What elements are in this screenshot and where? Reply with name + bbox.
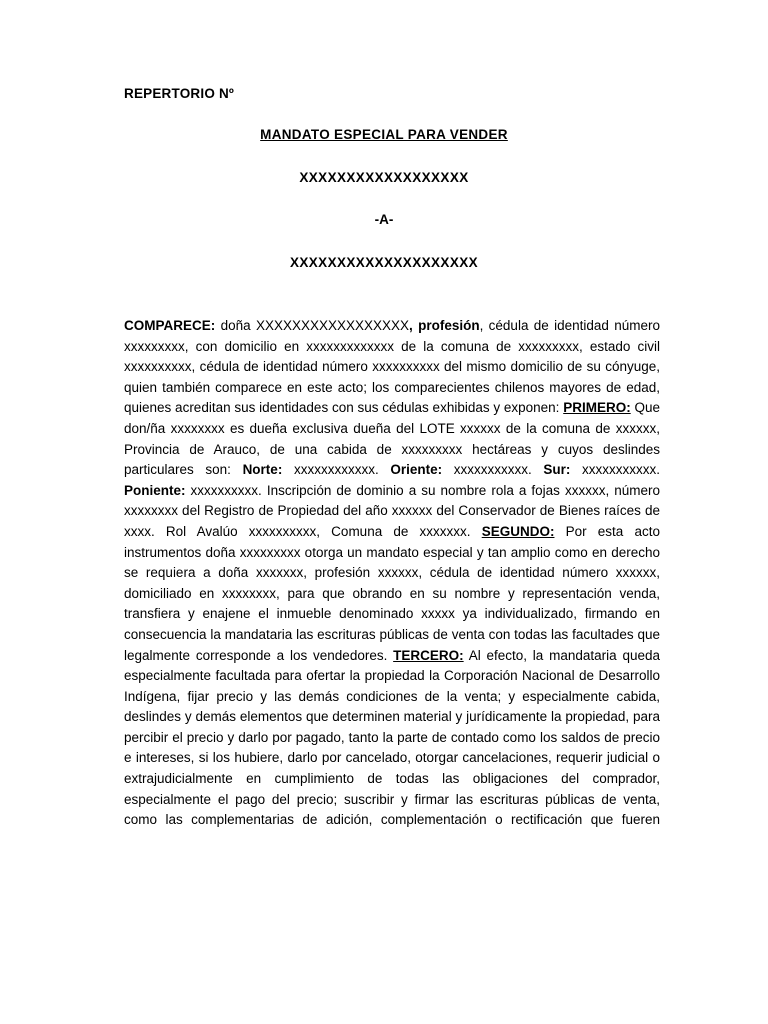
primero-label: PRIMERO: [563, 400, 631, 416]
profesion-label: , profesión [409, 318, 480, 333]
body-text-7: xxxxxxxxxx. Inscripción de dominio a su nombre rola a fojas xxxxxx, número xxxxxxxx del Registro de Propiedad del año xxxxxx del Conservador de Bienes raíces de xxxx. Rol Avalúo xxxxxxxxxx, Comuna de xxxxxxx. [124, 482, 660, 539]
body-text-6: xxxxxxxxxxx. [570, 462, 660, 478]
party-two-name: XXXXXXXXXXXXXXXXXXXX [289, 255, 479, 270]
sur-label: Sur: [543, 462, 571, 478]
document-title: MANDATO ESPECIAL PARA VENDER [260, 127, 508, 142]
body-text-9: Al efecto, la mandataria queda especialmente facultada para ofertar la propiedad la Corporación Nacional de Desarrollo Indígena, fijar precio y las demás condiciones de la venta; y especialmente cabida, deslindes y demás elementos que determinen material y jurídicamente la propiedad, para percibir el precio y darlo por pagado, tanto la parte de contado como los saldos de precio e intereses, si los hubiere, darlo por cancelado, otorgar cancelaciones, requerir judicial o extrajudicialmente en cumplimiento de todas las obligaciones del comprador, especialmente el pago del precio; suscribir y firmar las escrituras públicas de venta, como las complementarias de adición, complementación o rectificación que fueren [124, 647, 660, 828]
poniente-label: Poniente: [124, 482, 186, 498]
oriente-label: Oriente: [390, 462, 443, 478]
body-text-3: Que don/ña xxxxxxxx es dueña exclusiva dueña del LOTE xxxxxx de la comuna de xxxxxx, Provincia de Arauco, de una cabida de xxxxxxxxx hectáreas y cuyos deslindes particulares son: [124, 400, 660, 478]
norte-label: Norte: [242, 462, 283, 478]
comparece-label: COMPARECE: [124, 318, 216, 333]
party-separator: -A- [374, 212, 394, 227]
body-text-5: xxxxxxxxxxx. [442, 462, 544, 478]
segundo-label: SEGUNDO: [481, 523, 555, 539]
party-one-name: XXXXXXXXXXXXXXXXXX [299, 170, 469, 185]
body-text-2: , cédula de identidad número xxxxxxxxx, con domicilio en xxxxxxxxxxxxx de la comuna de xxxxxxxxx, estado civil xxxxxxxxxx, cédula de identidad número xxxxxxxxxx del mismo domicilio de su cónyuge, quien también comparece en este acto; los comparecientes chilenos mayores de edad, quienes acreditan sus identidades con sus cédulas exhibidas y exponen: [124, 318, 660, 416]
repertorio-label: REPERTORIO Nº [124, 86, 235, 101]
body-paragraph [124, 316, 660, 831]
body-text-8: Por esta acto instrumentos doña xxxxxxxxx otorga un mandato especial y tan amplio como en derecho se requiera a doña xxxxxxx, profesión xxxxxx, cédula de identidad número xxxxxx, domiciliado en xxxxxxxx, para que obrando en su nombre y representación venda, transfiera y enajene el inmueble denominado xxxxx ya individualizado, firmando en consecuencia la mandataria las escrituras públicas de venta con todas las facultades que legalmente corresponde a los vendedores. [124, 523, 660, 663]
tercero-label: TERCERO: [393, 647, 464, 663]
body-text-4: xxxxxxxxxxxx. [282, 462, 391, 478]
body-text-1: doña XXXXXXXXXXXXXXXXX [215, 318, 410, 333]
